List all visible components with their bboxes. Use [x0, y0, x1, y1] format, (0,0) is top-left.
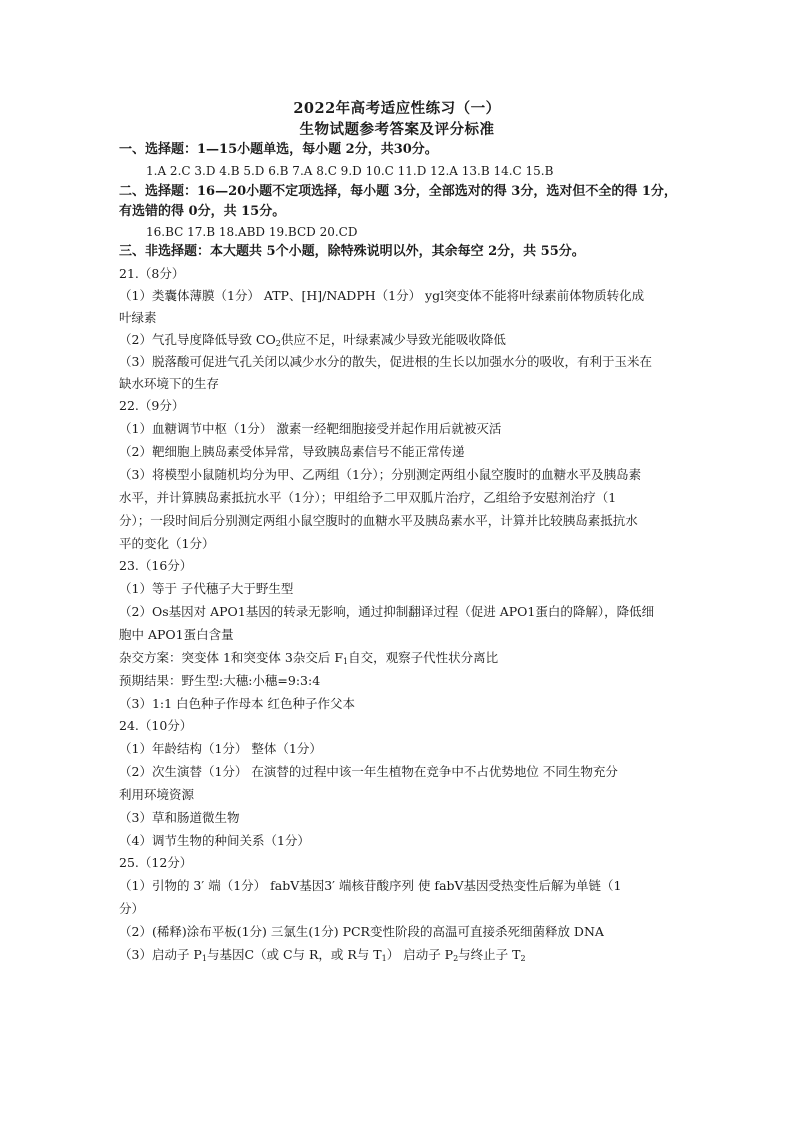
section2-header-line1: 二、选择题：16—20小题不定项选择，每小题 3分，全部选对的得 3分，选对但不全的得 1分，: [119, 184, 677, 199]
q23-line-3: 胞中 APO1蛋白含量: [119, 627, 234, 642]
section2-header-line2: 有选错的得 0分，共 15分。: [119, 204, 286, 219]
q21-line-5: 缺水环境下的生存: [119, 376, 220, 391]
q21-line-3-text-a: （2）气孔导度降低导致 CO: [119, 332, 276, 347]
q23-line-1: （1）等于 子代穗子大于野生型: [119, 581, 294, 596]
q25-line-1: （1）引物的 3′ 端（1分） fabV基因3′ 端核苷酸序列 使 fabV基因受热变性后解为单链（1: [119, 878, 622, 893]
q21-line-4: （3）脱落酸可促进气孔关闭以减少水分的散失，促进根的生长以加强水分的吸收，有利于玉米在: [119, 354, 652, 369]
q21-line-1: （1）类囊体薄膜（1分） ATP、[H]/NADPH（1分） ygl突变体不能将叶绿素前体物质转化成: [119, 288, 645, 303]
q21-line-3-subscript: 2: [275, 339, 281, 348]
q25-line-4-sub-1: 1: [201, 954, 207, 963]
q22-line-5: 分）；一段时间后分别测定两组小鼠空腹时的血糖水平及胰岛素水平，计算并比较胰岛素抵抗水: [119, 513, 638, 528]
q22-line-4: 水平，并计算胰岛素抵抗水平（1分）；甲组给予二甲双胍片治疗，乙组给予安慰剂治疗（1: [119, 490, 617, 505]
q23-line-6: （3）1:1 白色种子作母本 红色种子作父本: [119, 696, 356, 711]
section1-answers: 1.A 2.C 3.D 4.B 5.D 6.B 7.A 8.C 9.D 10.C 11.D 12.A 13.B 14.C 15.B: [146, 164, 554, 178]
q23-line-4-text-b: 自交，观察子代性状分离比: [348, 650, 499, 665]
q25-line-4-text-a: （3）启动子 P: [119, 947, 202, 962]
q24-line-2: （2）次生演替（1分） 在演替的过程中该一年生植物在竞争中不占优势地位 不同生物充分: [119, 764, 618, 779]
q22-line-3: （3）将模型小鼠随机均分为甲、乙两组（1分）；分别测定两组小鼠空腹时的血糖水平及胰岛素: [119, 467, 642, 482]
q23-line-4-text-a: 杂交方案：突变体 1和突变体 3杂交后 F: [119, 650, 343, 665]
q25-line-4-text-b: 与基因C（或 C与 R，或 R与 T: [206, 947, 382, 962]
q24-line-1: （1）年龄结构（1分） 整体（1分）: [119, 741, 322, 756]
q25-line-4-sub-4: 2: [520, 954, 526, 963]
q21-heading: 21.（8分）: [119, 266, 185, 281]
q25-line-4: [119, 945, 719, 965]
q24-line-5: （4）调节生物的种间关系（1分）: [119, 833, 310, 848]
q24-heading: 24.（10分）: [119, 718, 193, 733]
q25-heading: 25.（12分）: [119, 855, 193, 870]
q23-heading: 23.（16分）: [119, 558, 193, 573]
q21-line-2: 叶绿素: [119, 310, 157, 325]
q22-line-2: （2）靶细胞上胰岛素受体异常，导致胰岛素信号不能正常传递: [119, 444, 465, 459]
q21-line-3: [119, 330, 719, 350]
q23-line-4-subscript: 1: [343, 657, 349, 666]
answer-key-title: 生物试题参考答案及评分标准: [299, 121, 495, 138]
q24-line-4: （3）草和肠道微生物: [119, 810, 240, 825]
section2-answers: 16.BC 17.B 18.ABD 19.BCD 20.CD: [146, 225, 358, 239]
section3-header: 三、非选择题：本大题共 5个小题，除特殊说明以外，其余每空 2分，共 55分。: [119, 244, 585, 259]
q23-line-5: 预期结果：野生型:大穗:小穗=9:3:4: [119, 673, 321, 688]
q22-heading: 22.（9分）: [119, 398, 185, 413]
q25-line-4-text-d: 与终止子 T: [458, 947, 521, 962]
q25-line-2: 分）: [119, 901, 145, 916]
q21-line-3-text-b: 供应不足，叶绿素减少导致光能吸收降低: [280, 332, 506, 347]
q22-line-1: （1）血糖调节中枢（1分） 激素一经靶细胞接受并起作用后就被灭活: [119, 421, 502, 436]
q25-line-4-sub-2: 1: [381, 954, 387, 963]
section1-header: 一、选择题：1—15小题单选，每小题 2分，共30分。: [119, 142, 438, 157]
q22-line-6: 平的变化（1分）: [119, 536, 215, 551]
q25-line-4-text-c: ） 启动子 P: [386, 947, 454, 962]
q25-line-3: （2）(稀释)涂布平板(1分) 三氯生(1分) PCR变性阶段的高温可直接杀死细菌释放 DNA: [119, 924, 604, 939]
q25-line-4-sub-3: 2: [453, 954, 459, 963]
q23-line-4: [119, 648, 719, 668]
exam-title: 2022年高考适应性练习（一）: [293, 100, 501, 117]
q24-line-3: 利用环境资源: [119, 787, 195, 802]
q23-line-2: （2）Os基因对 APO1基因的转录无影响，通过抑制翻译过程（促进 APO1蛋白的降解），降低细: [119, 604, 655, 619]
